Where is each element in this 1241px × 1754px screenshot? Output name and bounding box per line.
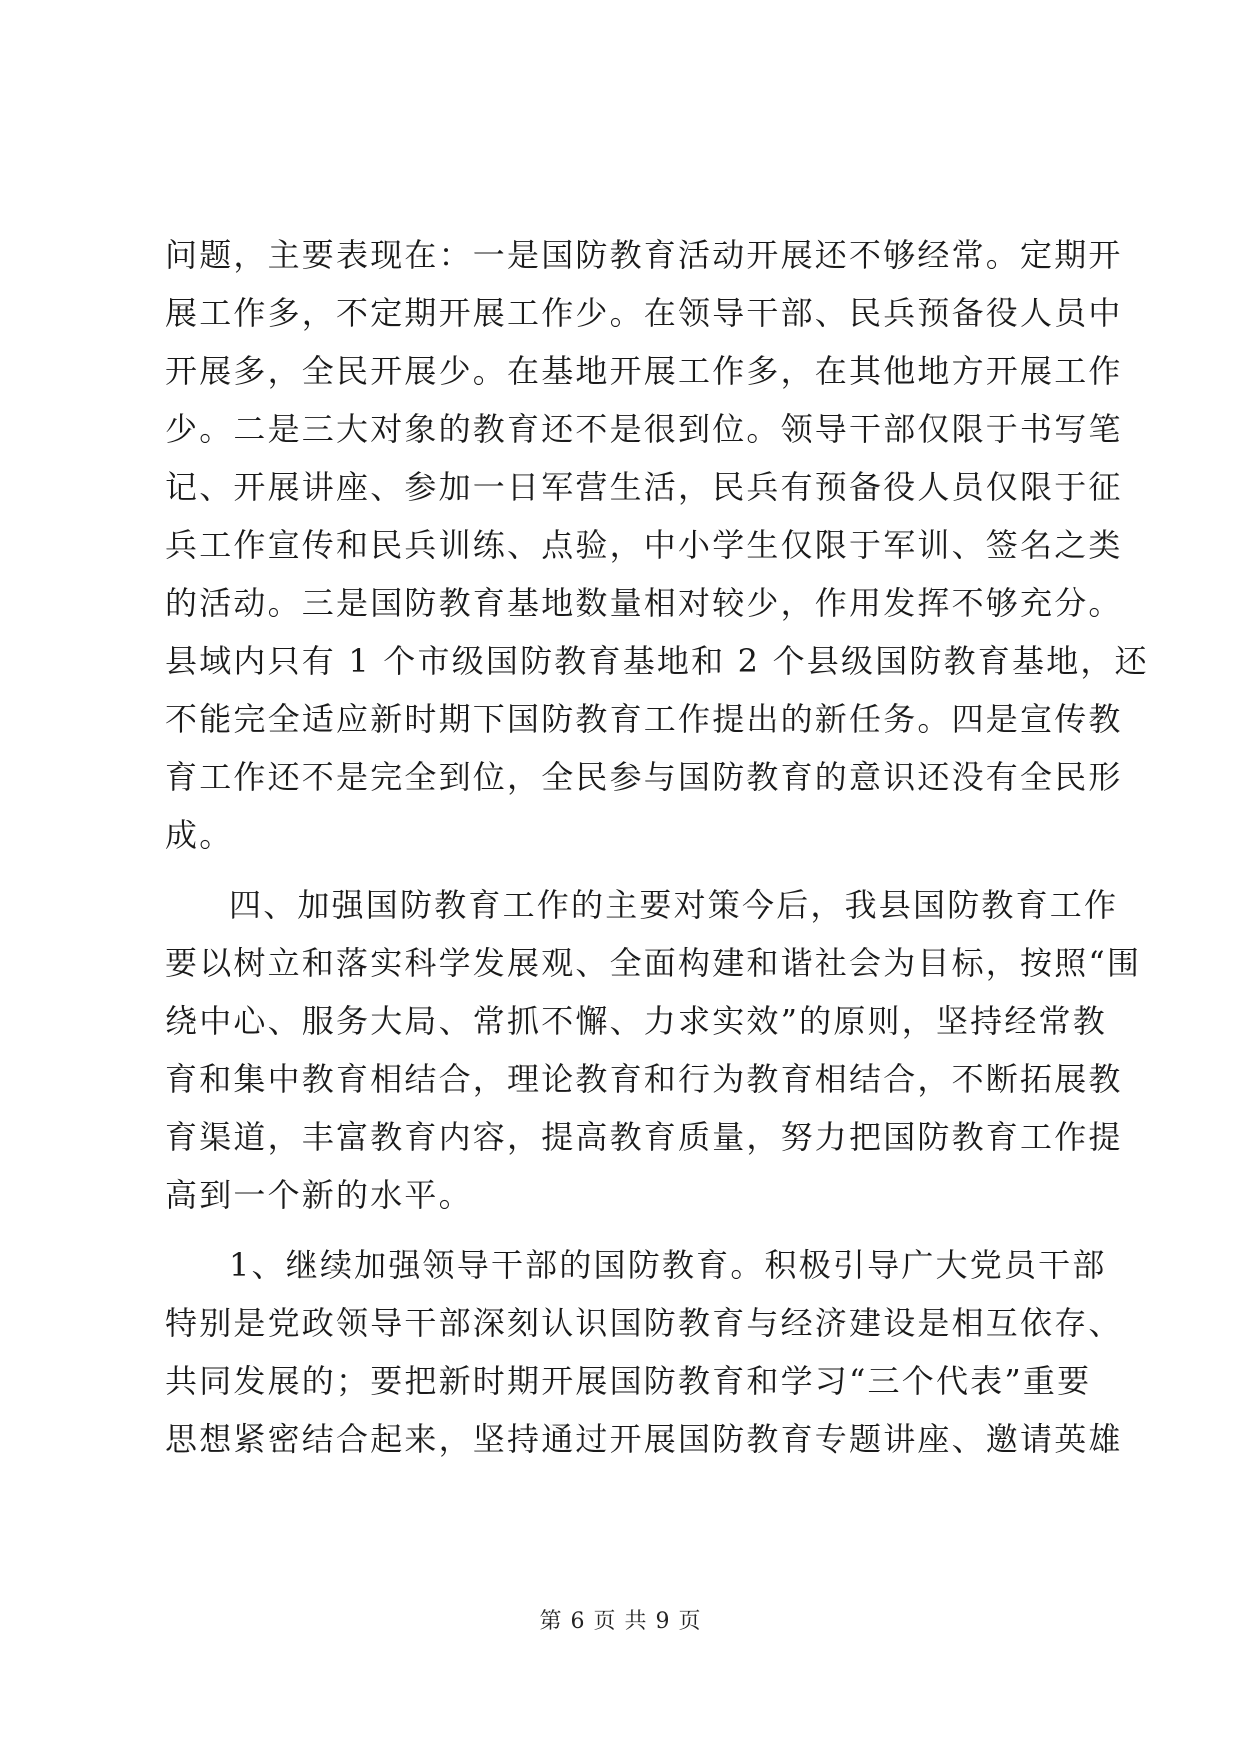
text-line: 不能完全适应新时期下国防教育工作提出的新任务。四是宣传教 bbox=[165, 700, 1123, 738]
page-number-footer: 第 6 页 共 9 页 bbox=[539, 1609, 702, 1634]
text-line: 育渠道，丰富教育内容，提高教育质量，努力把国防教育工作提 bbox=[165, 1118, 1123, 1156]
text-line: 展工作多，不定期开展工作少。在领导干部、民兵预备役人员中 bbox=[165, 294, 1123, 332]
text-line: 记、开展讲座、参加一日军营生活，民兵有预备役人员仅限于征 bbox=[165, 468, 1123, 506]
text-line: 兵工作宣传和民兵训练、点验，中小学生仅限于军训、签名之类 bbox=[165, 526, 1123, 564]
text-line: 要以树立和落实科学发展观、全面构建和谐社会为目标，按照“围 bbox=[165, 944, 1142, 982]
text-line: 成。 bbox=[165, 816, 234, 854]
text-line: 育和集中教育相结合，理论教育和行为教育相结合，不断拓展教 bbox=[165, 1060, 1123, 1098]
paragraph-start-line: 1、继续加强领导干部的国防教育。积极引导广大党员干部 bbox=[229, 1246, 1107, 1284]
text-line: 育工作还不是完全到位，全民参与国防教育的意识还没有全民形 bbox=[165, 758, 1123, 796]
text-line: 共同发展的；要把新时期开展国防教育和学习“三个代表”重要 bbox=[165, 1362, 1092, 1400]
document-body bbox=[165, 226, 1149, 1468]
text-line: 高到一个新的水平。 bbox=[165, 1176, 473, 1214]
text-line: 问题，主要表现在：一是国防教育活动开展还不够经常。定期开 bbox=[165, 236, 1123, 274]
text-line: 县域内只有 1 个市级国防教育基地和 2 个县级国防教育基地，还 bbox=[165, 642, 1149, 680]
paragraph-start-line: 四、加强国防教育工作的主要对策今后，我县国防教育工作 bbox=[229, 886, 1119, 924]
text-line: 少。二是三大对象的教育还不是很到位。领导干部仅限于书写笔 bbox=[165, 410, 1123, 448]
text-line: 开展多，全民开展少。在基地开展工作多，在其他地方开展工作 bbox=[165, 352, 1123, 390]
text-line: 的活动。三是国防教育基地数量相对较少，作用发挥不够充分。 bbox=[165, 584, 1123, 622]
text-line: 绕中心、服务大局、常抓不懈、力求实效”的原则，坚持经常教 bbox=[165, 1002, 1107, 1040]
text-line: 思想紧密结合起来，坚持通过开展国防教育专题讲座、邀请英雄 bbox=[165, 1420, 1123, 1458]
text-line: 特别是党政领导干部深刻认识国防教育与经济建设是相互依存、 bbox=[165, 1304, 1123, 1342]
